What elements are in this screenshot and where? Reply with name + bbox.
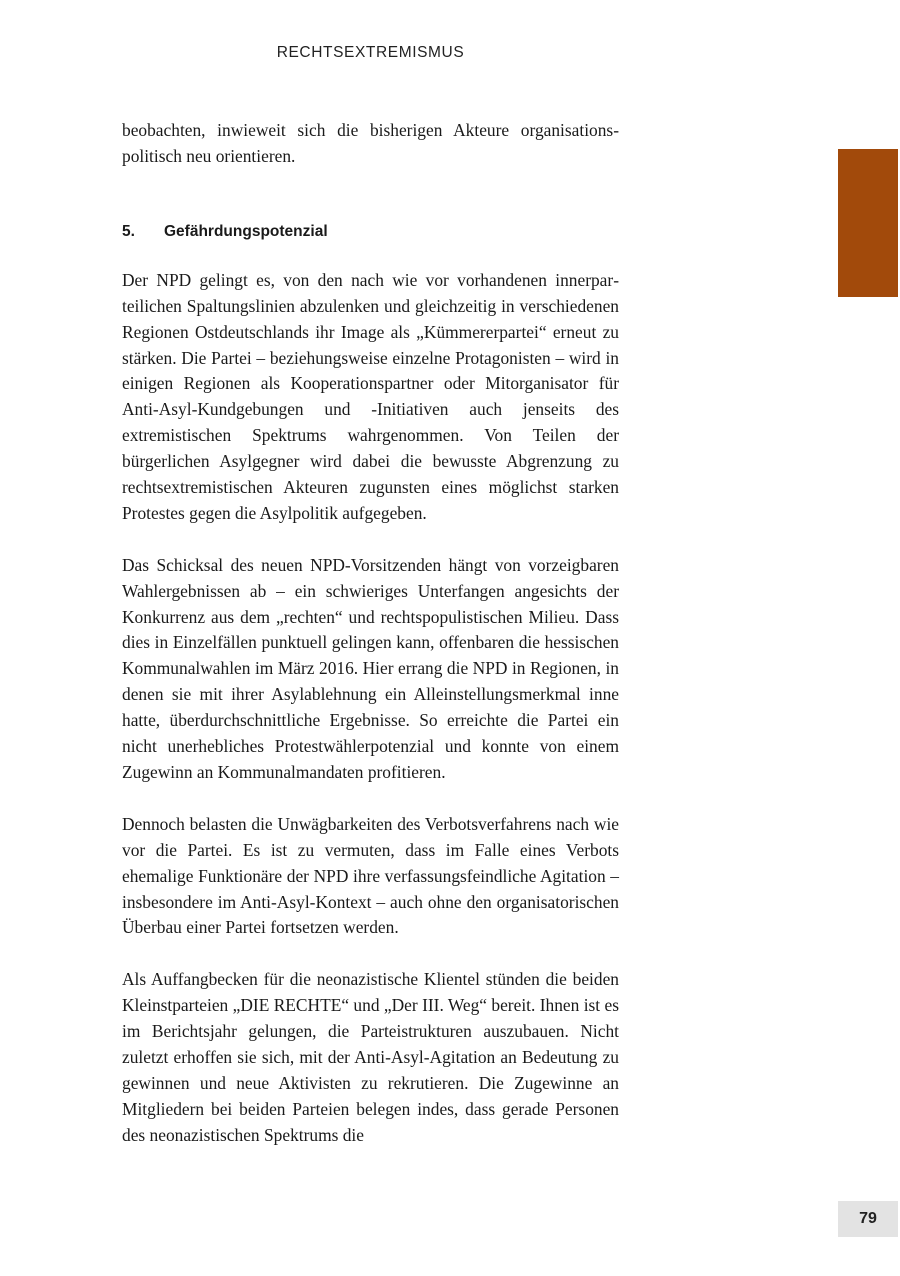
chapter-color-tab	[838, 149, 898, 297]
paragraph: Dennoch belasten die Unwägbarkeiten des Verbotsverfahrens nach wie vor die Partei. Es ist zu vermuten, dass im Falle eines Verbots ehemalige Funktionäre der NPD ihre verfassungsfeindliche Agitation – insbesondere im Anti-Asyl-Kontext – auch ohne den organisatorischen Überbau einer Partei fortsetzen werden.	[122, 813, 619, 938]
paragraph: Das Schicksal des neuen NPD-Vorsitzenden hängt von vorzeigbaren Wahlergebnissen ab – ein schwieriges Unterfangen angesichts der Konkurrenz aus dem „rechten“ und rechtspopulistischen Milieu. Dass dies in Einzelfällen punktuell gelingen kann, offenbaren die hessischen Kommunalwahlen im März 2016. Hier errang die NPD in Regionen, in denen sie mit ihrer Asylablehnung ein Alleinstellungsmerkmal inne hatte, überdurchschnittliche Ergebnisse. So erreichte die Partei ein nicht unerhebliches Protestwählerpotenzial und konnte von einem Zugewinn an Kommunalmandaten profitieren.	[122, 554, 619, 783]
section-title: Gefährdungspotenzial	[164, 222, 328, 240]
paragraph: Als Auffangbecken für die neonazistische Klientel stünden die beiden Kleinstparteien „DIE RECHTE“ und „Der III. Weg“ bereit. Ihnen ist es im Berichtsjahr gelungen, die Parteistrukturen auszubauen. Nicht zuletzt erhoffen sie sich, mit der Anti-Asyl-Agitation an Bedeutung zu gewinnen und neue Aktivisten zu rekrutieren. Die Zugewinne an Mitgliedern bei beiden Parteien belegen indes, dass gerade Personen des neonazistischen Spektrums die	[122, 969, 619, 1145]
section-number: 5.	[122, 222, 135, 240]
section-heading	[122, 221, 619, 243]
running-header: RECHTSEXTREMISMUS	[276, 44, 465, 61]
paragraph-continued: beobachten, inwieweit sich die bisherigen Akteure organisationspolitisch neu orientieren.	[122, 120, 619, 166]
paragraph: Der NPD gelingt es, von den nach wie vor vorhandenen innerparteilichen Spaltungslinien abzulenken und gleichzeitig in verschiedenen Regionen Ostdeutschlands ihr Image als „Kümmererpartei“ erneut zu stärken. Die Partei – beziehungsweise einzelne Protagonisten – wird in einigen Regionen als Kooperationspartner oder Mitorganisator für Anti-Asyl-Kundgebungen und -Initiativen auch jenseits des extremistischen Spektrums wahrgenommen. Von Teilen der bürgerlichen Asylgegner wird dabei die bewusste Abgrenzung zu rechtsextremistischen Akteuren zugunsten eines möglichst starken Protestes gegen die Asylpolitik aufgegeben.	[122, 269, 619, 523]
page-number: 79	[838, 1201, 898, 1237]
body-text	[122, 118, 619, 1149]
